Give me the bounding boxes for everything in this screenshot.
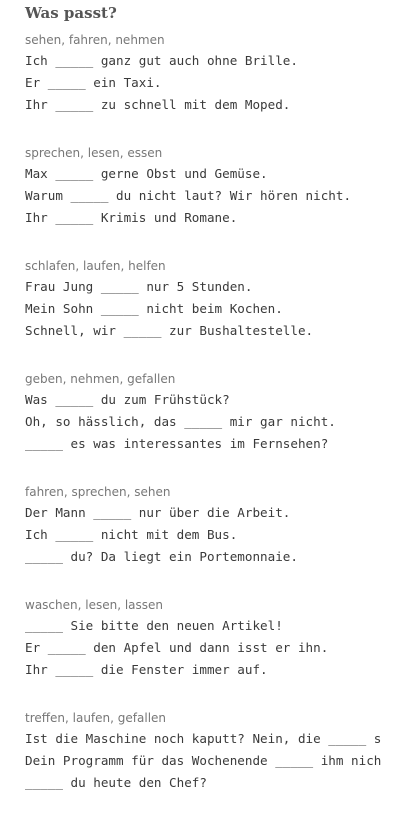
exercise-6-sentence-1: _____ Sie bitte den neuen Artikel! — [25, 618, 283, 633]
exercise-2 — [25, 143, 419, 229]
exercise-5 — [25, 482, 419, 568]
exercise-7-word-hint: treffen, laufen, gefallen — [25, 711, 167, 725]
exercise-4-sentence-3: _____ es was interessantes im Fernsehen? — [25, 436, 329, 451]
exercise-5-sentence-2: Ich _____ nicht mit dem Bus. — [25, 527, 238, 542]
exercise-7-sentence-3: _____ du heute den Chef? — [25, 775, 207, 790]
exercise-2-sentence-2: Warum _____ du nicht laut? Wir hören nicht. — [25, 188, 352, 203]
exercise-2-sentence-1: Max _____ gerne Obst und Gemüse. — [25, 166, 268, 181]
exercise-5-sentence-1: Der Mann _____ nur über die Arbeit. — [25, 505, 291, 520]
exercise-4-sentence-1: Was _____ du zum Frühstück? — [25, 392, 230, 407]
exercise-1 — [25, 30, 419, 116]
exercise-4-sentence-2: Oh, so hässlich, das _____ mir gar nicht. — [25, 414, 336, 429]
exercise-3-sentence-2: Mein Sohn _____ nicht beim Kochen. — [25, 301, 283, 316]
exercise-7-sentence-1: Ist die Maschine noch kaputt? Nein, die _____ s — [25, 731, 382, 746]
exercise-1-sentence-2: Er _____ ein Taxi. — [25, 75, 162, 90]
exercise-1-word-hint: sehen, fahren, nehmen — [25, 33, 165, 47]
exercise-1-sentence-1: Ich _____ ganz gut auch ohne Brille. — [25, 53, 298, 68]
exercise-5-sentence-3: _____ du? Da liegt ein Portemonnaie. — [25, 549, 298, 564]
exercise-4-word-hint: geben, nehmen, gefallen — [25, 372, 176, 386]
exercise-6 — [25, 595, 419, 681]
exercise-4 — [25, 369, 419, 455]
exercise-3 — [25, 256, 419, 342]
exercise-5-word-hint: fahren, sprechen, sehen — [25, 485, 171, 499]
exercise-2-sentence-3: Ihr _____ Krimis und Romane. — [25, 210, 238, 225]
exercise-6-sentence-3: Ihr _____ die Fenster immer auf. — [25, 662, 268, 677]
exercise-1-sentence-3: Ihr _____ zu schnell mit dem Moped. — [25, 97, 291, 112]
exercise-3-sentence-1: Frau Jung _____ nur 5 Stunden. — [25, 279, 253, 294]
exercise-6-word-hint: waschen, lesen, lassen — [25, 598, 164, 612]
exercise-7-sentence-2: Dein Programm für das Wochenende _____ ihm nich — [25, 753, 382, 768]
exercise-3-sentence-3: Schnell, wir _____ zur Bushaltestelle. — [25, 323, 314, 338]
exercise-6-sentence-2: Er _____ den Apfel und dann isst er ihn. — [25, 640, 329, 655]
exercise-3-word-hint: schlafen, laufen, helfen — [25, 259, 166, 273]
exercise-2-word-hint: sprechen, lesen, essen — [25, 146, 163, 160]
exercise-7 — [25, 708, 419, 794]
worksheet-title: Was passt? — [25, 4, 117, 22]
